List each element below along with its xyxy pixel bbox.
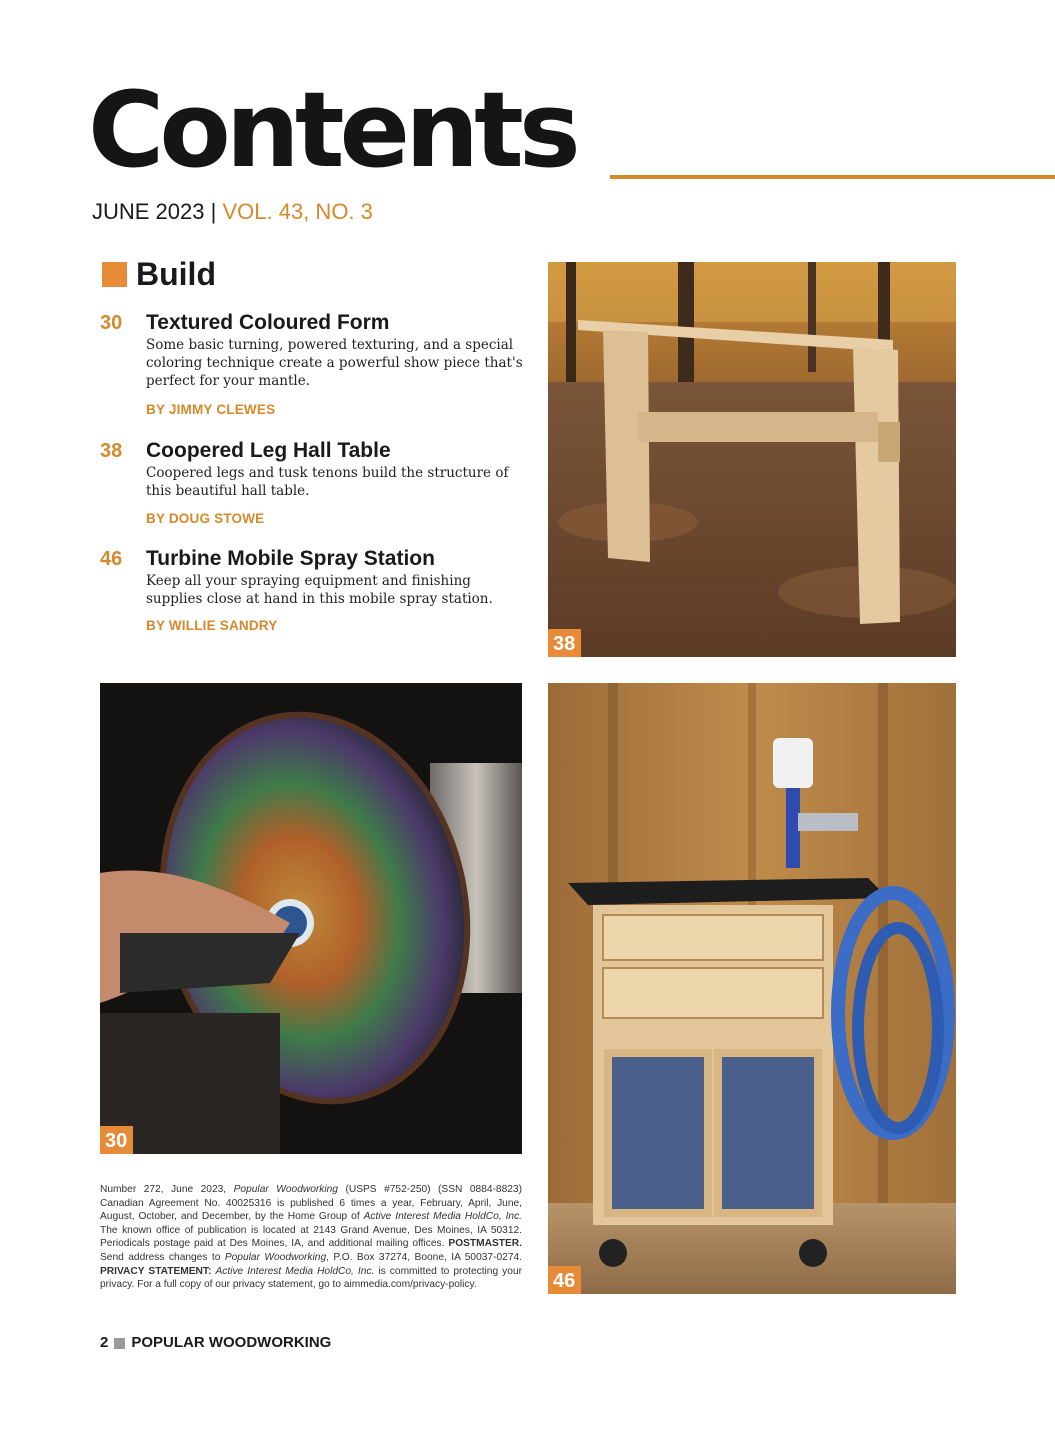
article-entry[interactable] — [100, 439, 530, 529]
notice-text: Number 272, June 2023, — [100, 1184, 234, 1195]
hall-table-photo[interactable] — [548, 262, 956, 657]
textured-form-photo[interactable] — [100, 683, 522, 1154]
notice-text: , P.O. Box 37274, Boone, IA 50037-0274. — [326, 1251, 522, 1263]
article-byline: BY DOUG STOWE — [146, 511, 265, 526]
issue-date: JUNE 2023 — [92, 199, 205, 224]
issue-volume: VOL. 43, NO. 3 — [222, 199, 373, 224]
article-title[interactable]: Turbine Mobile Spray Station — [146, 547, 435, 570]
article-title[interactable]: Coopered Leg Hall Table — [146, 439, 391, 462]
notice-publication-name: Popular Woodworking — [224, 1251, 327, 1263]
issue-line — [92, 199, 373, 225]
page-footer — [100, 1334, 331, 1352]
spray-station-illustration — [548, 683, 956, 1294]
notice-text: Send address changes to — [100, 1251, 225, 1263]
title-rule — [610, 175, 1055, 179]
article-description: Keep all your spraying equipment and finishing supplies close at hand in this mobile spray station. — [146, 573, 493, 607]
section-title: Build — [136, 256, 216, 292]
footer-square-icon — [114, 1338, 125, 1349]
page-title: Contents — [88, 69, 576, 191]
notice-privacy-label: PRIVACY STATEMENT: — [100, 1265, 212, 1277]
notice-postmaster-label: POSTMASTER. — [448, 1238, 522, 1250]
photo-page-tag: 46 — [548, 1266, 581, 1294]
article-byline: BY JIMMY CLEWES — [146, 402, 276, 417]
issue-separator: | — [210, 199, 217, 224]
article-page-number: 30 — [100, 312, 123, 334]
notice-company-name: Active Interest Media HoldCo, Inc. — [215, 1265, 375, 1277]
photo-page-tag: 38 — [548, 629, 581, 657]
notice-publication-name: Popular Woodworking — [233, 1184, 338, 1195]
hall-table-illustration — [548, 262, 956, 657]
article-page-number: 46 — [100, 548, 123, 570]
article-title[interactable]: Textured Coloured Form — [146, 311, 390, 334]
textured-form-illustration — [100, 683, 522, 1154]
notice-company-name: Active Interest Media HoldCo, Inc. — [363, 1211, 522, 1223]
article-entry[interactable] — [100, 547, 530, 637]
article-byline: BY WILLIE SANDRY — [146, 618, 278, 633]
article-description: Coopered legs and tusk tenons build the structure of this beautiful hall table. — [146, 465, 509, 499]
spray-station-photo[interactable] — [548, 683, 956, 1294]
notice-text: (USPS #752-250) (SSN 0884-8823) Canadian Agreement No. 40025316 is published 6 times a year, February, April, June, August, October, and December, by the Home Group of — [100, 1184, 522, 1223]
article-entry[interactable] — [100, 311, 530, 421]
section-marker — [102, 262, 127, 287]
photo-page-tag: 30 — [100, 1126, 133, 1154]
notice-text: is committed to protecting your privacy. For a full copy of our privacy statement, go to aimmedia.com/privacy-policy. — [100, 1265, 522, 1291]
article-page-number: 38 — [100, 440, 123, 462]
footer-page-number: 2 — [100, 1334, 109, 1351]
notice-text: The known office of publication is located at 2143 Grand Avenue, Des Moines, IA 50312. Periodicals postage paid at Des Moines, IA, and additional mailing offices. — [100, 1224, 522, 1250]
footer-magazine-name: POPULAR WOODWORKING — [131, 1334, 332, 1351]
publication-notice — [100, 1183, 522, 1292]
article-description: Some basic turning, powered texturing, and a special coloring technique create a powerful show piece that's perfect for your mantle. — [146, 337, 523, 389]
